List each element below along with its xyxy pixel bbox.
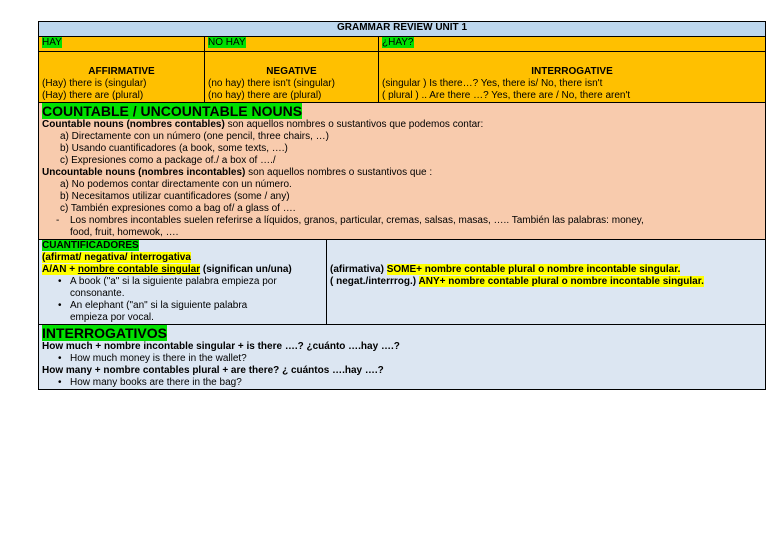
countable-heading: COUNTABLE / UNCOUNTABLE NOUNS [42, 103, 303, 119]
uncountable-note-2: food, fruit, homewok, …. [70, 227, 179, 238]
negative-line-2: (no hay) there are (plural) [208, 90, 322, 101]
negative-line-1: (no hay) there isn't (singular) [208, 78, 335, 89]
countable-item-a: a) Directamente con un número (one pencil, three chairs, …) [60, 131, 330, 142]
affirmative-heading: AFFIRMATIVE [88, 66, 155, 77]
how-many-example: • How many books are there in the bag? [42, 377, 762, 389]
interrogatives-heading: INTERROGATIVOS [42, 325, 167, 341]
interrogatives-section [39, 325, 766, 390]
uncountable-definition: son aquellos nombres o sustantivos que : [245, 167, 433, 178]
uncountable-term: Uncountable nouns (nombres incontables) [42, 167, 246, 178]
aan-bullet-2: • An elephant ("an" si la siguiente palabra [42, 300, 323, 312]
uncountable-item-c: c) También expresiones como a bag of/ a glass of …. [60, 203, 296, 214]
some-context: (afirmativa) [330, 264, 387, 275]
q-hay-cell [379, 37, 766, 52]
aan-meaning: (significan un/una) [200, 264, 292, 275]
affirmative-line-2: (Hay) there are (plural) [42, 90, 144, 101]
quantifiers-right-cell [327, 240, 766, 325]
negative-cell [205, 52, 379, 103]
table-title: GRAMMAR REVIEW UNIT 1 [39, 22, 766, 37]
grammar-table [38, 21, 766, 390]
how-many-rule: How many + nombre contables plural + are there? ¿ cuántos ….hay ….? [42, 365, 384, 376]
no-hay-label: NO HAY [208, 37, 246, 48]
any-context: ( negat./interrrog.) [330, 276, 419, 287]
any-rule: ANY+ nombre contable plural o nombre incontable singular. [418, 276, 704, 287]
countable-item-c: c) Expresiones como a package of./ a box of …./ [60, 155, 276, 166]
countable-item-b: b) Usando cuantificadores (a book, some texts, ….) [60, 143, 288, 154]
aan-bullet-1: • A book ("a" si la siguiente palabra empieza por [42, 276, 323, 288]
interrogative-line-2: ( plural ) .. Are there …? Yes, there are / No, there aren't [382, 90, 631, 101]
countable-definition: son aquellos nombres o sustantivos que podemos contar: [224, 119, 484, 130]
how-much-rule: How much + nombre incontable singular + is there ….? ¿cuánto ….hay ….? [42, 341, 400, 352]
interrogative-line-1: (singular ) Is there…? Yes, there is/ No, there isn't [382, 78, 603, 89]
quantifiers-heading: CUANTIFICADORES [42, 240, 139, 251]
q-hay-label: ¿HAY? [382, 37, 414, 48]
affirmative-cell [39, 52, 205, 103]
quantifiers-subheading: (afirmat/ negativa/ interrogativa [42, 252, 191, 263]
uncountable-note-1: - Los nombres incontables suelen referirse a líquidos, granos, particular, cremas, salsas, masas, ….. También las palabras: money, [42, 215, 762, 227]
countable-section [39, 103, 766, 240]
uncountable-item-a: a) No podemos contar directamente con un número. [60, 179, 292, 190]
some-rule: SOME+ nombre contable plural o nombre incontable singular. [386, 264, 681, 275]
aan-bullet-1-cont: consonante. [70, 288, 125, 299]
interrogative-heading: INTERROGATIVE [531, 66, 613, 77]
interrogative-cell [379, 52, 766, 103]
quantifiers-left-cell [39, 240, 327, 325]
countable-term: Countable nouns (nombres contables) [42, 119, 225, 130]
hay-cell [39, 37, 205, 52]
aan-noun: nombre contable singular [77, 264, 201, 275]
aan-prefix: A/AN + [42, 264, 78, 275]
hay-label: HAY [42, 37, 62, 48]
uncountable-item-b: b) Necesitamos utilizar cuantificadores (some / any) [60, 191, 290, 202]
aan-bullet-2-cont: empieza por vocal. [70, 312, 154, 323]
no-hay-cell [205, 37, 379, 52]
how-much-example: • How much money is there in the wallet? [42, 353, 762, 365]
affirmative-line-1: (Hay) there is (singular) [42, 78, 147, 89]
negative-heading: NEGATIVE [266, 66, 317, 77]
